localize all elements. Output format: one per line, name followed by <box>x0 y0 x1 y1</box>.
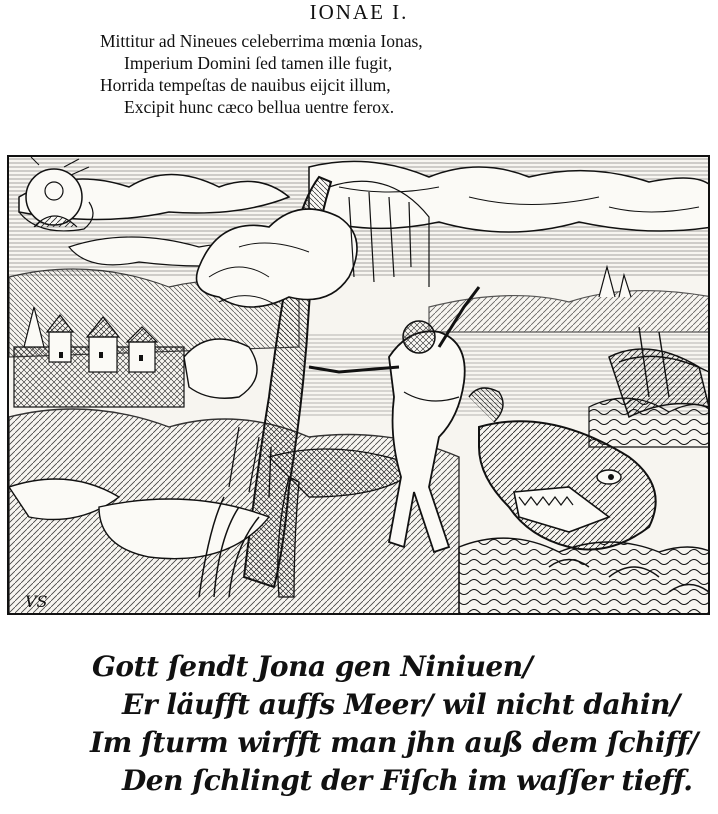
latin-verse-line-3: Horrida tempeſtas de nauibus eijcit illum, <box>100 75 391 95</box>
sky-clouds <box>9 157 710 277</box>
foreground-waves <box>459 538 710 615</box>
german-verse-line-2: Er läufft auffs Meer/ wil nicht dahin/ <box>122 688 680 721</box>
german-verse-line-1: Gott ſendt Jona gen Niniuen/ <box>92 650 533 683</box>
woodcut-illustration <box>7 155 710 615</box>
artist-monogram: VS <box>25 592 48 611</box>
latin-verse-line-2: Imperium Domini ſed tamen ille fugit, <box>124 53 393 73</box>
german-verse-line-3: Im ſturm wirfft man jhn auß dem ſchiff/ <box>90 726 698 759</box>
page-title: IONAE I. <box>309 0 409 24</box>
woodcut-scene <box>9 157 710 615</box>
foreground-ground <box>9 409 459 615</box>
latin-verse-line-4: Excipit hunc cæco bellua uentre ferox. <box>124 97 395 117</box>
german-verse-line-4: Den ſchlingt der Fiſch im waſſer tieff. <box>122 764 693 797</box>
latin-verse-line-1: Mittitur ad Nineues celeberrima mœnia Ionas, <box>100 31 423 51</box>
